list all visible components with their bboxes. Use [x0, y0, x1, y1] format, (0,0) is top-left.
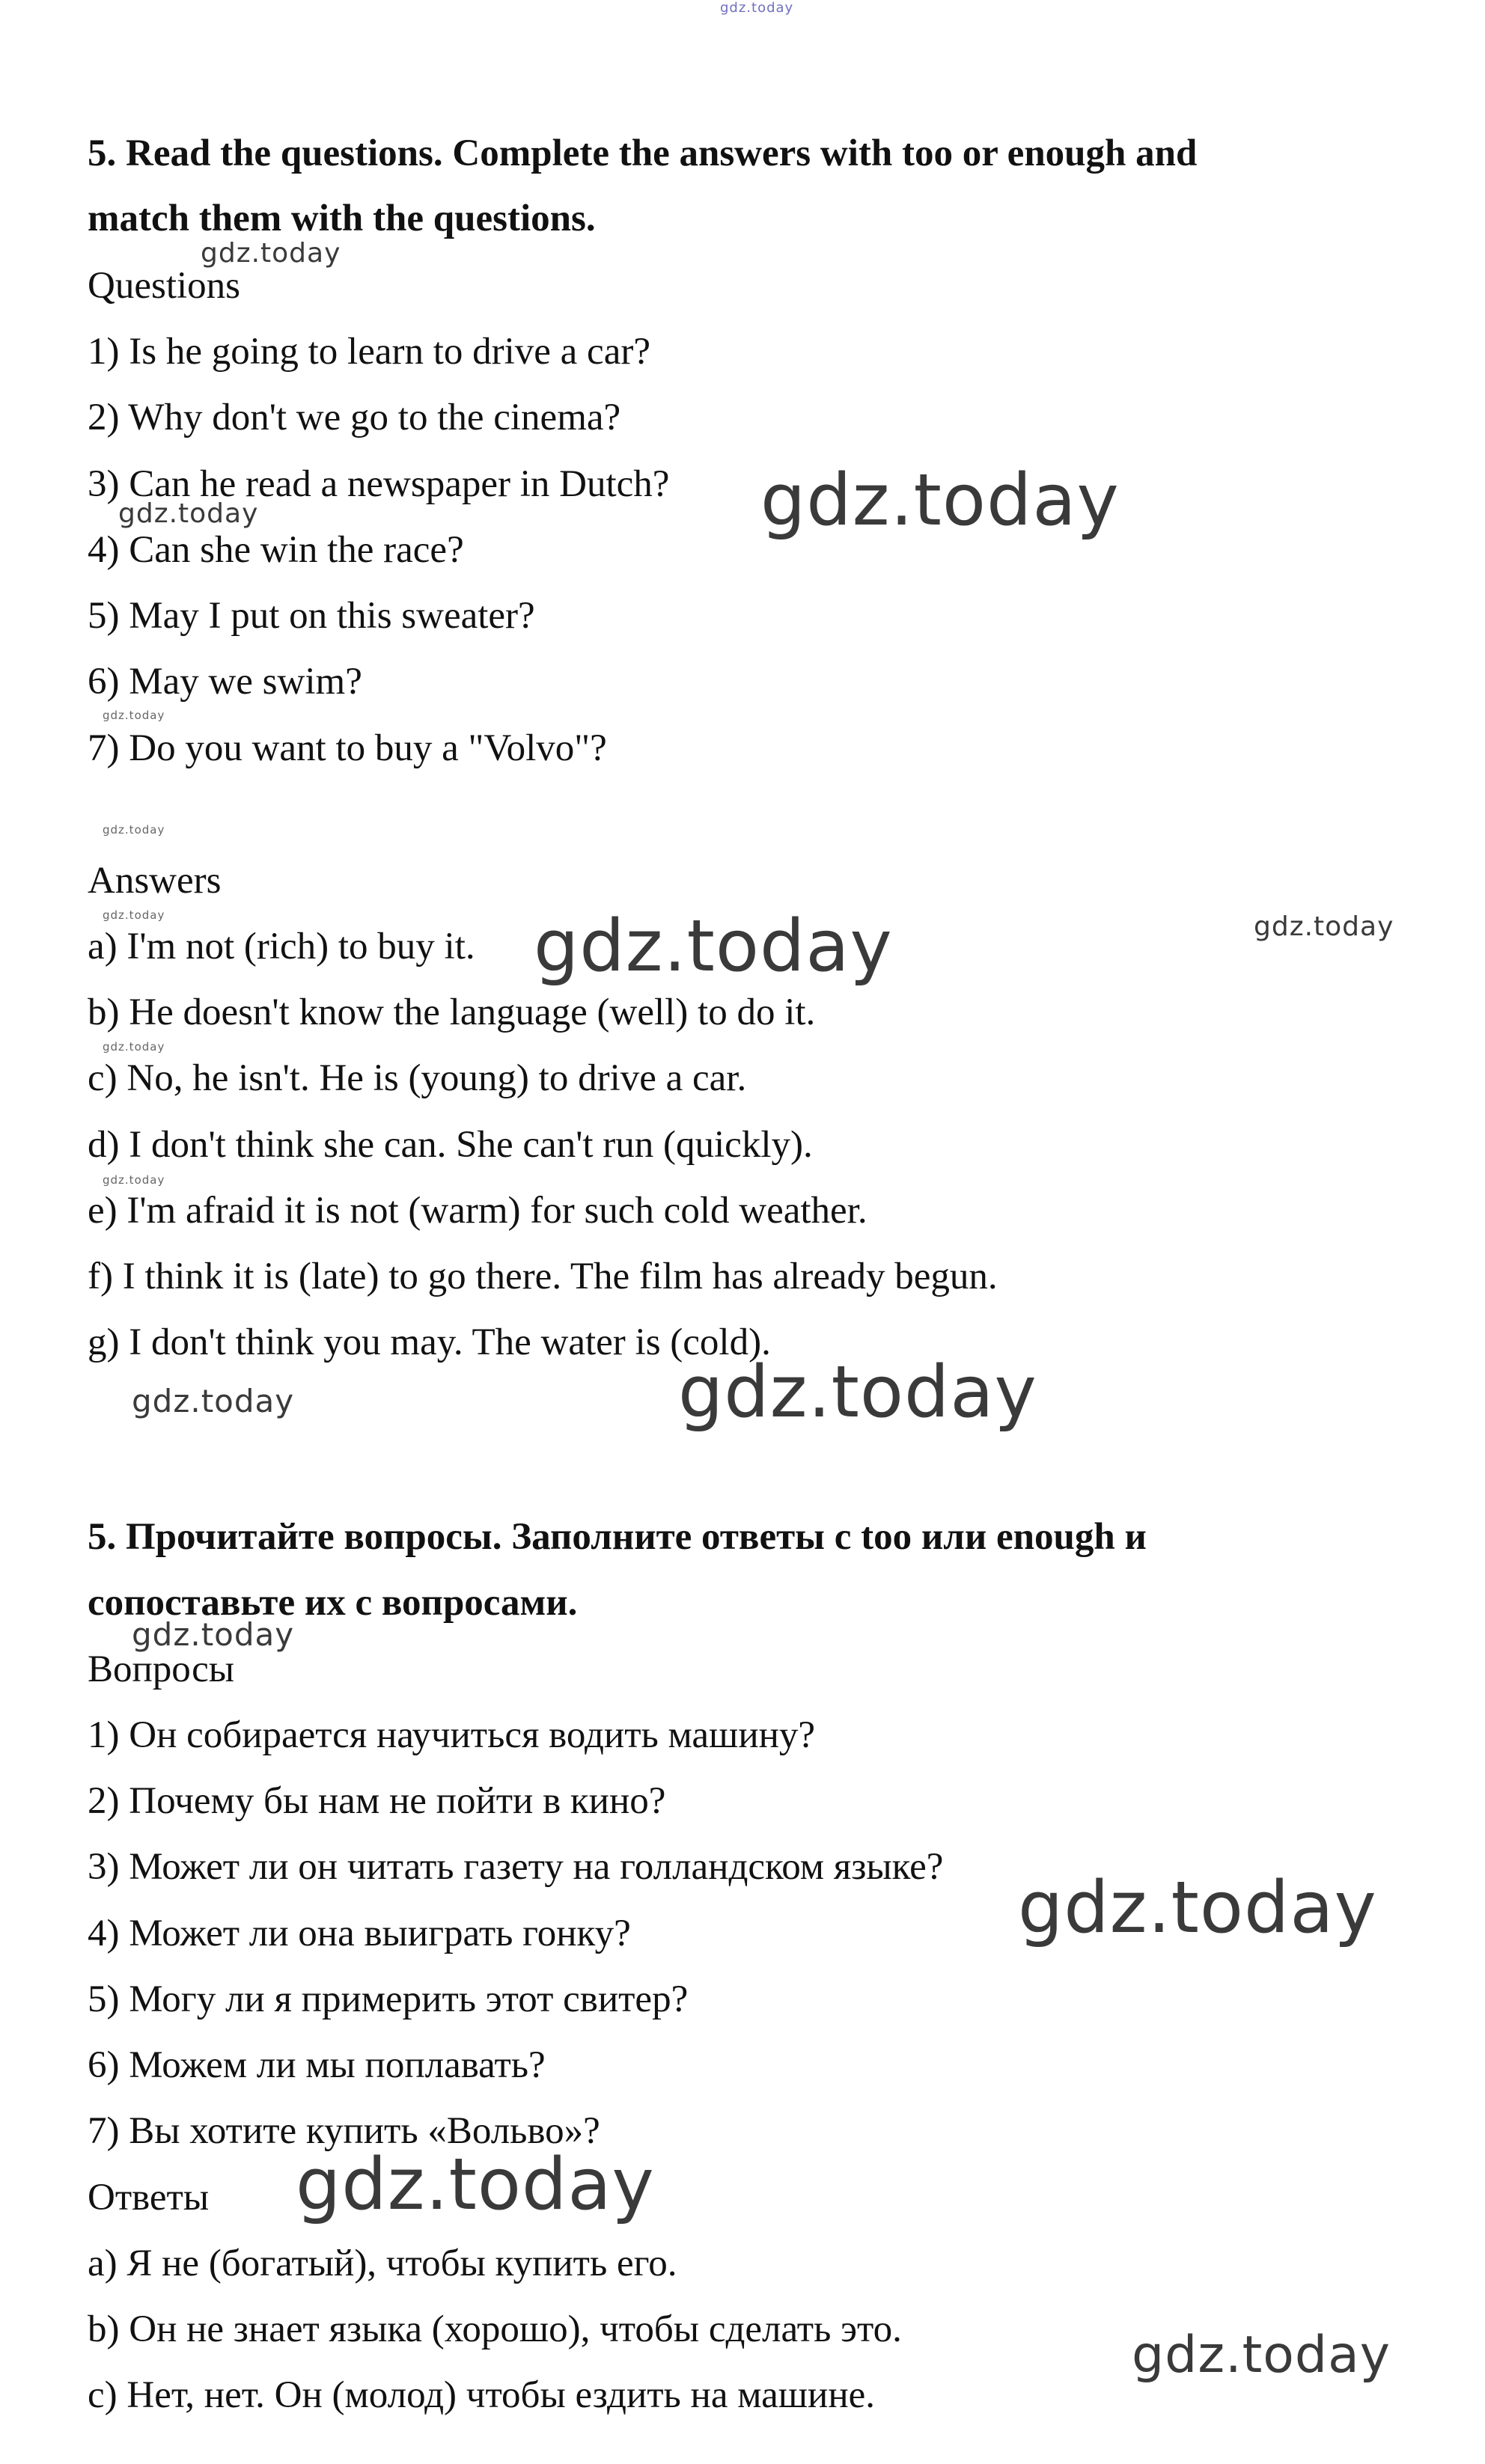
russian-answer-c: c) Нет, нет. Он (молод) чтобы ездить на машине. — [88, 2374, 876, 2416]
russian-heading-line2: сопоставьте их с вопросами. — [88, 1582, 578, 1624]
english-answer-a: a) I'm not (rich) to buy it. — [88, 926, 475, 967]
russian-question-2: 2) Почему бы нам не пойти в кино? — [88, 1780, 666, 1822]
english-question-7: 7) Do you want to buy a "Volvo"? — [88, 727, 607, 769]
russian-answer-a: a) Я не (богатый), чтобы купить его. — [88, 2243, 677, 2284]
watermark: gdz.today — [103, 908, 165, 922]
english-answer-c: c) No, he isn't. He is (young) to drive a car. — [88, 1057, 747, 1099]
english-heading-line2: match them with the questions. — [88, 198, 596, 239]
english-question-3: 3) Can he read a newspaper in Dutch? — [88, 463, 670, 505]
watermark: gdz.today — [201, 238, 341, 269]
russian-question-6: 6) Можем ли мы поплавать? — [88, 2044, 546, 2086]
russian-question-5: 5) Могу ли я примерить этот свитер? — [88, 1978, 689, 2020]
russian-question-4: 4) Может ли она выиграть гонку? — [88, 1913, 631, 1954]
russian-heading-line1: 5. Прочитайте вопросы. Заполните ответы с too или enough и — [88, 1516, 1147, 1558]
english-answer-d: d) I don't think she can. She can't run (quickly). — [88, 1124, 813, 1166]
watermark: gdz.today — [103, 1040, 165, 1054]
russian-question-3: 3) Может ли он читать газету на голландском языке? — [88, 1846, 944, 1888]
english-question-5: 5) May I put on this sweater? — [88, 595, 535, 637]
russian-answers-label: Ответы — [88, 2177, 210, 2219]
english-answer-b: b) He doesn't know the language (well) to do it. — [88, 991, 816, 1033]
watermark: gdz.today — [103, 709, 165, 722]
watermark: gdz.today — [103, 1173, 165, 1187]
english-question-4: 4) Can she win the race? — [88, 529, 464, 571]
english-answer-g: g) I don't think you may. The water is (cold). — [88, 1321, 771, 1363]
russian-questions-label: Вопросы — [88, 1648, 234, 1690]
watermark: gdz.today — [1018, 1867, 1377, 1949]
russian-question-7: 7) Вы хотите купить «Вольво»? — [88, 2110, 600, 2152]
english-heading-line1: 5. Read the questions. Complete the answers with too or enough and — [88, 132, 1198, 174]
english-answer-e: e) I'm afraid it is not (warm) for such cold weather. — [88, 1190, 867, 1232]
english-question-2: 2) Why don't we go to the cinema? — [88, 397, 621, 438]
watermark: gdz.today — [118, 498, 259, 529]
english-question-6: 6) May we swim? — [88, 661, 362, 703]
english-question-1: 1) Is he going to learn to drive a car? — [88, 331, 650, 373]
watermark-top: gdz.today — [720, 0, 794, 16]
watermark: gdz.today — [678, 1351, 1037, 1434]
watermark: gdz.today — [760, 459, 1120, 542]
watermark: gdz.today — [132, 1616, 295, 1653]
watermark: gdz.today — [1254, 911, 1394, 942]
russian-answer-b: b) Он не знает языка (хорошо), чтобы сделать это. — [88, 2308, 902, 2350]
watermark: gdz.today — [296, 2144, 655, 2226]
english-answer-f: f) I think it is (late) to go there. The film has already begun. — [88, 1256, 998, 1297]
english-answers-label: Answers — [88, 860, 222, 902]
watermark: gdz.today — [132, 1383, 295, 1419]
russian-question-1: 1) Он собирается научиться водить машину? — [88, 1714, 816, 1756]
watermark: gdz.today — [534, 905, 893, 988]
watermark: gdz.today — [1132, 2326, 1391, 2385]
english-questions-label: Questions — [88, 265, 240, 307]
watermark: gdz.today — [103, 823, 165, 837]
